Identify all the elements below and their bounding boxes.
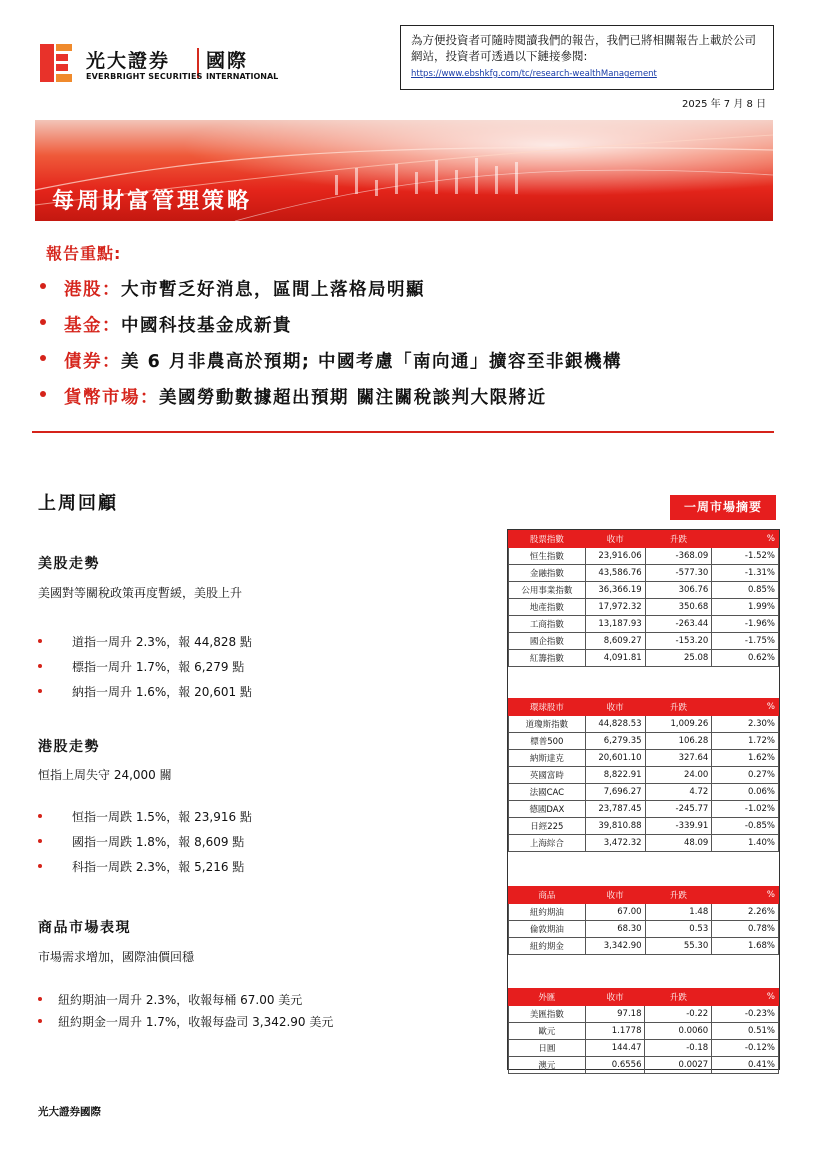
table-cell: 德國DAX xyxy=(509,801,586,818)
key-point-item xyxy=(40,348,780,384)
table-cell: 恒生指數 xyxy=(509,548,586,565)
table-cell: 美匯指數 xyxy=(509,1006,586,1023)
table-cell: 24.00 xyxy=(645,767,712,784)
logo-chinese-name: 光大證券 xyxy=(86,50,171,72)
table-header-row xyxy=(509,699,779,716)
logo-english-international: INTERNATIONAL xyxy=(206,72,279,81)
table-cell: 0.51% xyxy=(712,1023,779,1040)
table-row xyxy=(509,784,779,801)
table-header-cell: % xyxy=(712,887,779,904)
table-cell: 67.00 xyxy=(585,904,645,921)
table-cell: 43,586.76 xyxy=(585,565,645,582)
table-cell: -153.20 xyxy=(645,633,712,650)
table-cell: -1.31% xyxy=(712,565,779,582)
us-stocks-title: 美股走勢 xyxy=(38,556,100,572)
table-cell: 紐約期油 xyxy=(509,904,586,921)
key-points-list xyxy=(40,276,780,420)
table-row xyxy=(509,1057,779,1074)
table-cell: 327.64 xyxy=(645,750,712,767)
table-cell: 國企指數 xyxy=(509,633,586,650)
table-header-cell: 升跌 xyxy=(645,531,712,548)
forex-table xyxy=(508,988,779,1074)
market-summary-badge: 一周市場摘要 xyxy=(670,495,776,520)
table-cell: -0.22 xyxy=(645,1006,712,1023)
table-row xyxy=(509,1023,779,1040)
table-cell: 3,342.90 xyxy=(585,938,645,955)
table-header-cell: 升跌 xyxy=(645,887,712,904)
table-header-row xyxy=(509,887,779,904)
commodity-table xyxy=(508,886,779,955)
banner-title: 每周財富管理策略 xyxy=(52,189,253,214)
table-header-cell: 外匯 xyxy=(509,989,586,1006)
table-cell: 1.68% xyxy=(712,938,779,955)
table-cell: -263.44 xyxy=(645,616,712,633)
table-cell: 工商指數 xyxy=(509,616,586,633)
table-cell: 1.99% xyxy=(712,599,779,616)
bullet-icon xyxy=(40,319,46,325)
table-row xyxy=(509,599,779,616)
table-cell: 1.48 xyxy=(645,904,712,921)
table-cell: 紅籌指數 xyxy=(509,650,586,667)
bullet-icon xyxy=(40,283,46,289)
bullet-icon xyxy=(40,355,46,361)
bullet-icon xyxy=(38,814,42,818)
table-cell: 倫敦期油 xyxy=(509,921,586,938)
table-header-row xyxy=(509,989,779,1006)
table-cell: 97.18 xyxy=(585,1006,645,1023)
table-row xyxy=(509,904,779,921)
table-header-cell: 收市 xyxy=(585,887,645,904)
us-stocks-desc: 美國對等關稅政策再度暫緩，美股上升 xyxy=(38,586,243,600)
table-cell: 0.85% xyxy=(712,582,779,599)
table-cell: 350.68 xyxy=(645,599,712,616)
table-cell: 44,828.53 xyxy=(585,716,645,733)
table-cell: -0.18 xyxy=(645,1040,712,1057)
table-row xyxy=(509,818,779,835)
key-point-text: 中國科技基金成新貴 xyxy=(121,316,292,336)
table-cell: 1,009.26 xyxy=(645,716,712,733)
company-logo xyxy=(40,42,280,86)
table-row xyxy=(509,835,779,852)
table-cell: -1.96% xyxy=(712,616,779,633)
table-cell: 0.78% xyxy=(712,921,779,938)
table-header-cell: 商品 xyxy=(509,887,586,904)
table-cell: 0.0027 xyxy=(645,1057,712,1074)
table-row xyxy=(509,938,779,955)
table-header-cell: 股票指數 xyxy=(509,531,586,548)
table-cell: 36,366.19 xyxy=(585,582,645,599)
key-point-text: 美 6 月非農高於預期; 中國考慮「南向通」擴容至非銀機構 xyxy=(121,352,622,372)
table-cell: 39,810.88 xyxy=(585,818,645,835)
logo-english-name: EVERBRIGHT SECURITIES xyxy=(86,72,203,81)
table-cell: 英國富時 xyxy=(509,767,586,784)
table-cell: 0.0060 xyxy=(645,1023,712,1040)
table-cell: 澳元 xyxy=(509,1057,586,1074)
table-row xyxy=(509,565,779,582)
market-summary-tables xyxy=(507,529,780,1070)
table-cell: 0.6556 xyxy=(585,1057,645,1074)
key-point-item xyxy=(40,312,780,348)
table-cell: 68.30 xyxy=(585,921,645,938)
table-header-cell: % xyxy=(712,531,779,548)
table-cell: 0.53 xyxy=(645,921,712,938)
table-row xyxy=(509,616,779,633)
table-cell: 48.09 xyxy=(645,835,712,852)
table-cell: 4.72 xyxy=(645,784,712,801)
key-point-item xyxy=(40,276,780,312)
bullet-icon xyxy=(38,839,42,843)
table-header-cell: % xyxy=(712,699,779,716)
stock-index-table xyxy=(508,530,779,667)
table-cell: 2.26% xyxy=(712,904,779,921)
bullet-text: 紐約期金一周升 1.7%，收報每盎司 3,342.90 美元 xyxy=(58,1015,334,1029)
everbright-logo-icon xyxy=(40,42,74,84)
table-cell: -0.85% xyxy=(712,818,779,835)
table-row xyxy=(509,733,779,750)
bullet-text: 科指一周跌 2.3%，報 5,216 點 xyxy=(72,860,245,874)
table-header-cell: 收市 xyxy=(585,531,645,548)
table-cell: 106.28 xyxy=(645,733,712,750)
key-point-label: 貨幣市場： xyxy=(64,388,159,408)
table-header-cell: 收市 xyxy=(585,699,645,716)
key-point-text: 美國勞動數據超出預期 關注關稅談判大限將近 xyxy=(159,388,547,408)
bullet-text: 紐約期油一周升 2.3%，收報每桶 67.00 美元 xyxy=(58,993,303,1007)
table-cell: 0.27% xyxy=(712,767,779,784)
hk-stocks-title: 港股走勢 xyxy=(38,739,100,755)
table-cell: 歐元 xyxy=(509,1023,586,1040)
table-cell: 0.41% xyxy=(712,1057,779,1074)
table-cell: 13,187.93 xyxy=(585,616,645,633)
research-link[interactable]: https://www.ebshkfg.com/tc/research-wealthManagement xyxy=(411,69,657,79)
bullet-text: 納指一周升 1.6%，報 20,601 點 xyxy=(72,685,252,699)
table-cell: -1.52% xyxy=(712,548,779,565)
bullet-icon xyxy=(38,639,42,643)
table-cell: -245.77 xyxy=(645,801,712,818)
table-cell: 1.72% xyxy=(712,733,779,750)
table-header-cell: 環球股市 xyxy=(509,699,586,716)
table-cell: 上海綜合 xyxy=(509,835,586,852)
logo-chinese-international: 國際 xyxy=(206,50,249,72)
title-banner xyxy=(35,120,773,221)
table-cell: -0.12% xyxy=(712,1040,779,1057)
table-cell: 地產指數 xyxy=(509,599,586,616)
table-cell: 17,972.32 xyxy=(585,599,645,616)
bullet-text: 標指一周升 1.7%，報 6,279 點 xyxy=(72,660,245,674)
table-header-cell: 收市 xyxy=(585,989,645,1006)
hk-stocks-desc: 恒指上周失守 24,000 關 xyxy=(38,768,172,782)
table-cell: 0.62% xyxy=(712,650,779,667)
table-cell: 20,601.10 xyxy=(585,750,645,767)
table-cell: 標普500 xyxy=(509,733,586,750)
table-row xyxy=(509,1006,779,1023)
key-point-label: 基金： xyxy=(64,316,121,336)
table-cell: 1.1778 xyxy=(585,1023,645,1040)
table-cell: 6,279.35 xyxy=(585,733,645,750)
commodity-title: 商品市場表現 xyxy=(38,920,131,936)
table-cell: 55.30 xyxy=(645,938,712,955)
table-row xyxy=(509,716,779,733)
table-row xyxy=(509,801,779,818)
bullet-text: 道指一周升 2.3%，報 44,828 點 xyxy=(72,635,252,649)
table-row xyxy=(509,767,779,784)
table-cell: 道瓊斯指數 xyxy=(509,716,586,733)
key-point-text: 大市暫乏好消息，區間上落格局明顯 xyxy=(121,280,425,300)
table-cell: -577.30 xyxy=(645,565,712,582)
table-cell: 25.08 xyxy=(645,650,712,667)
table-cell: 日圓 xyxy=(509,1040,586,1057)
bullet-text: 國指一周跌 1.8%，報 8,609 點 xyxy=(72,835,245,849)
table-cell: 1.40% xyxy=(712,835,779,852)
table-cell: -1.02% xyxy=(712,801,779,818)
table-cell: 306.76 xyxy=(645,582,712,599)
table-cell: 144.47 xyxy=(585,1040,645,1057)
review-section-title: 上周回顧 xyxy=(38,493,118,514)
table-cell: -339.91 xyxy=(645,818,712,835)
table-cell: 3,472.32 xyxy=(585,835,645,852)
table-cell: 日經225 xyxy=(509,818,586,835)
table-cell: -1.75% xyxy=(712,633,779,650)
bullet-icon xyxy=(38,864,42,868)
table-cell: 金融指數 xyxy=(509,565,586,582)
bullet-icon xyxy=(40,391,46,397)
bullet-icon xyxy=(38,664,42,668)
table-cell: 23,916.06 xyxy=(585,548,645,565)
table-cell: 8,609.27 xyxy=(585,633,645,650)
table-row xyxy=(509,650,779,667)
table-header-cell: % xyxy=(712,989,779,1006)
table-cell: 法國CAC xyxy=(509,784,586,801)
table-row xyxy=(509,633,779,650)
table-row xyxy=(509,921,779,938)
bullet-icon xyxy=(38,1019,42,1023)
table-cell: 紐約期金 xyxy=(509,938,586,955)
table-cell: 23,787.45 xyxy=(585,801,645,818)
table-row xyxy=(509,582,779,599)
table-cell: -0.23% xyxy=(712,1006,779,1023)
key-point-item xyxy=(40,384,780,420)
table-cell: 2.30% xyxy=(712,716,779,733)
report-notice-box xyxy=(400,25,774,90)
table-row xyxy=(509,548,779,565)
notice-text: 為方便投資者可隨時閱讀我們的報告，我們已將相關報告上載於公司網站，投資者可透過以下鏈接參閱: xyxy=(411,33,756,63)
table-cell: 納斯達克 xyxy=(509,750,586,767)
footer-company: 光大證券國際 xyxy=(38,1106,101,1118)
table-row xyxy=(509,750,779,767)
key-point-label: 港股： xyxy=(64,280,121,300)
bullet-text: 恒指一周跌 1.5%，報 23,916 點 xyxy=(72,810,252,824)
table-row xyxy=(509,1040,779,1057)
table-header-cell: 升跌 xyxy=(645,989,712,1006)
table-header-cell: 升跌 xyxy=(645,699,712,716)
global-stocks-table xyxy=(508,698,779,852)
table-cell: -368.09 xyxy=(645,548,712,565)
table-header-row xyxy=(509,531,779,548)
table-cell: 0.06% xyxy=(712,784,779,801)
commodity-desc: 市場需求增加，國際油價回穩 xyxy=(38,950,195,964)
table-cell: 公用事業指數 xyxy=(509,582,586,599)
bullet-icon xyxy=(38,997,42,1001)
table-cell: 4,091.81 xyxy=(585,650,645,667)
table-cell: 1.62% xyxy=(712,750,779,767)
table-cell: 7,696.27 xyxy=(585,784,645,801)
table-cell: 8,822.91 xyxy=(585,767,645,784)
bullet-icon xyxy=(38,689,42,693)
key-point-label: 債券： xyxy=(64,352,121,372)
report-date: 2025 年 7 月 8 日 xyxy=(682,99,767,110)
key-points-title: 報告重點: xyxy=(46,244,122,263)
section-divider xyxy=(32,431,774,433)
